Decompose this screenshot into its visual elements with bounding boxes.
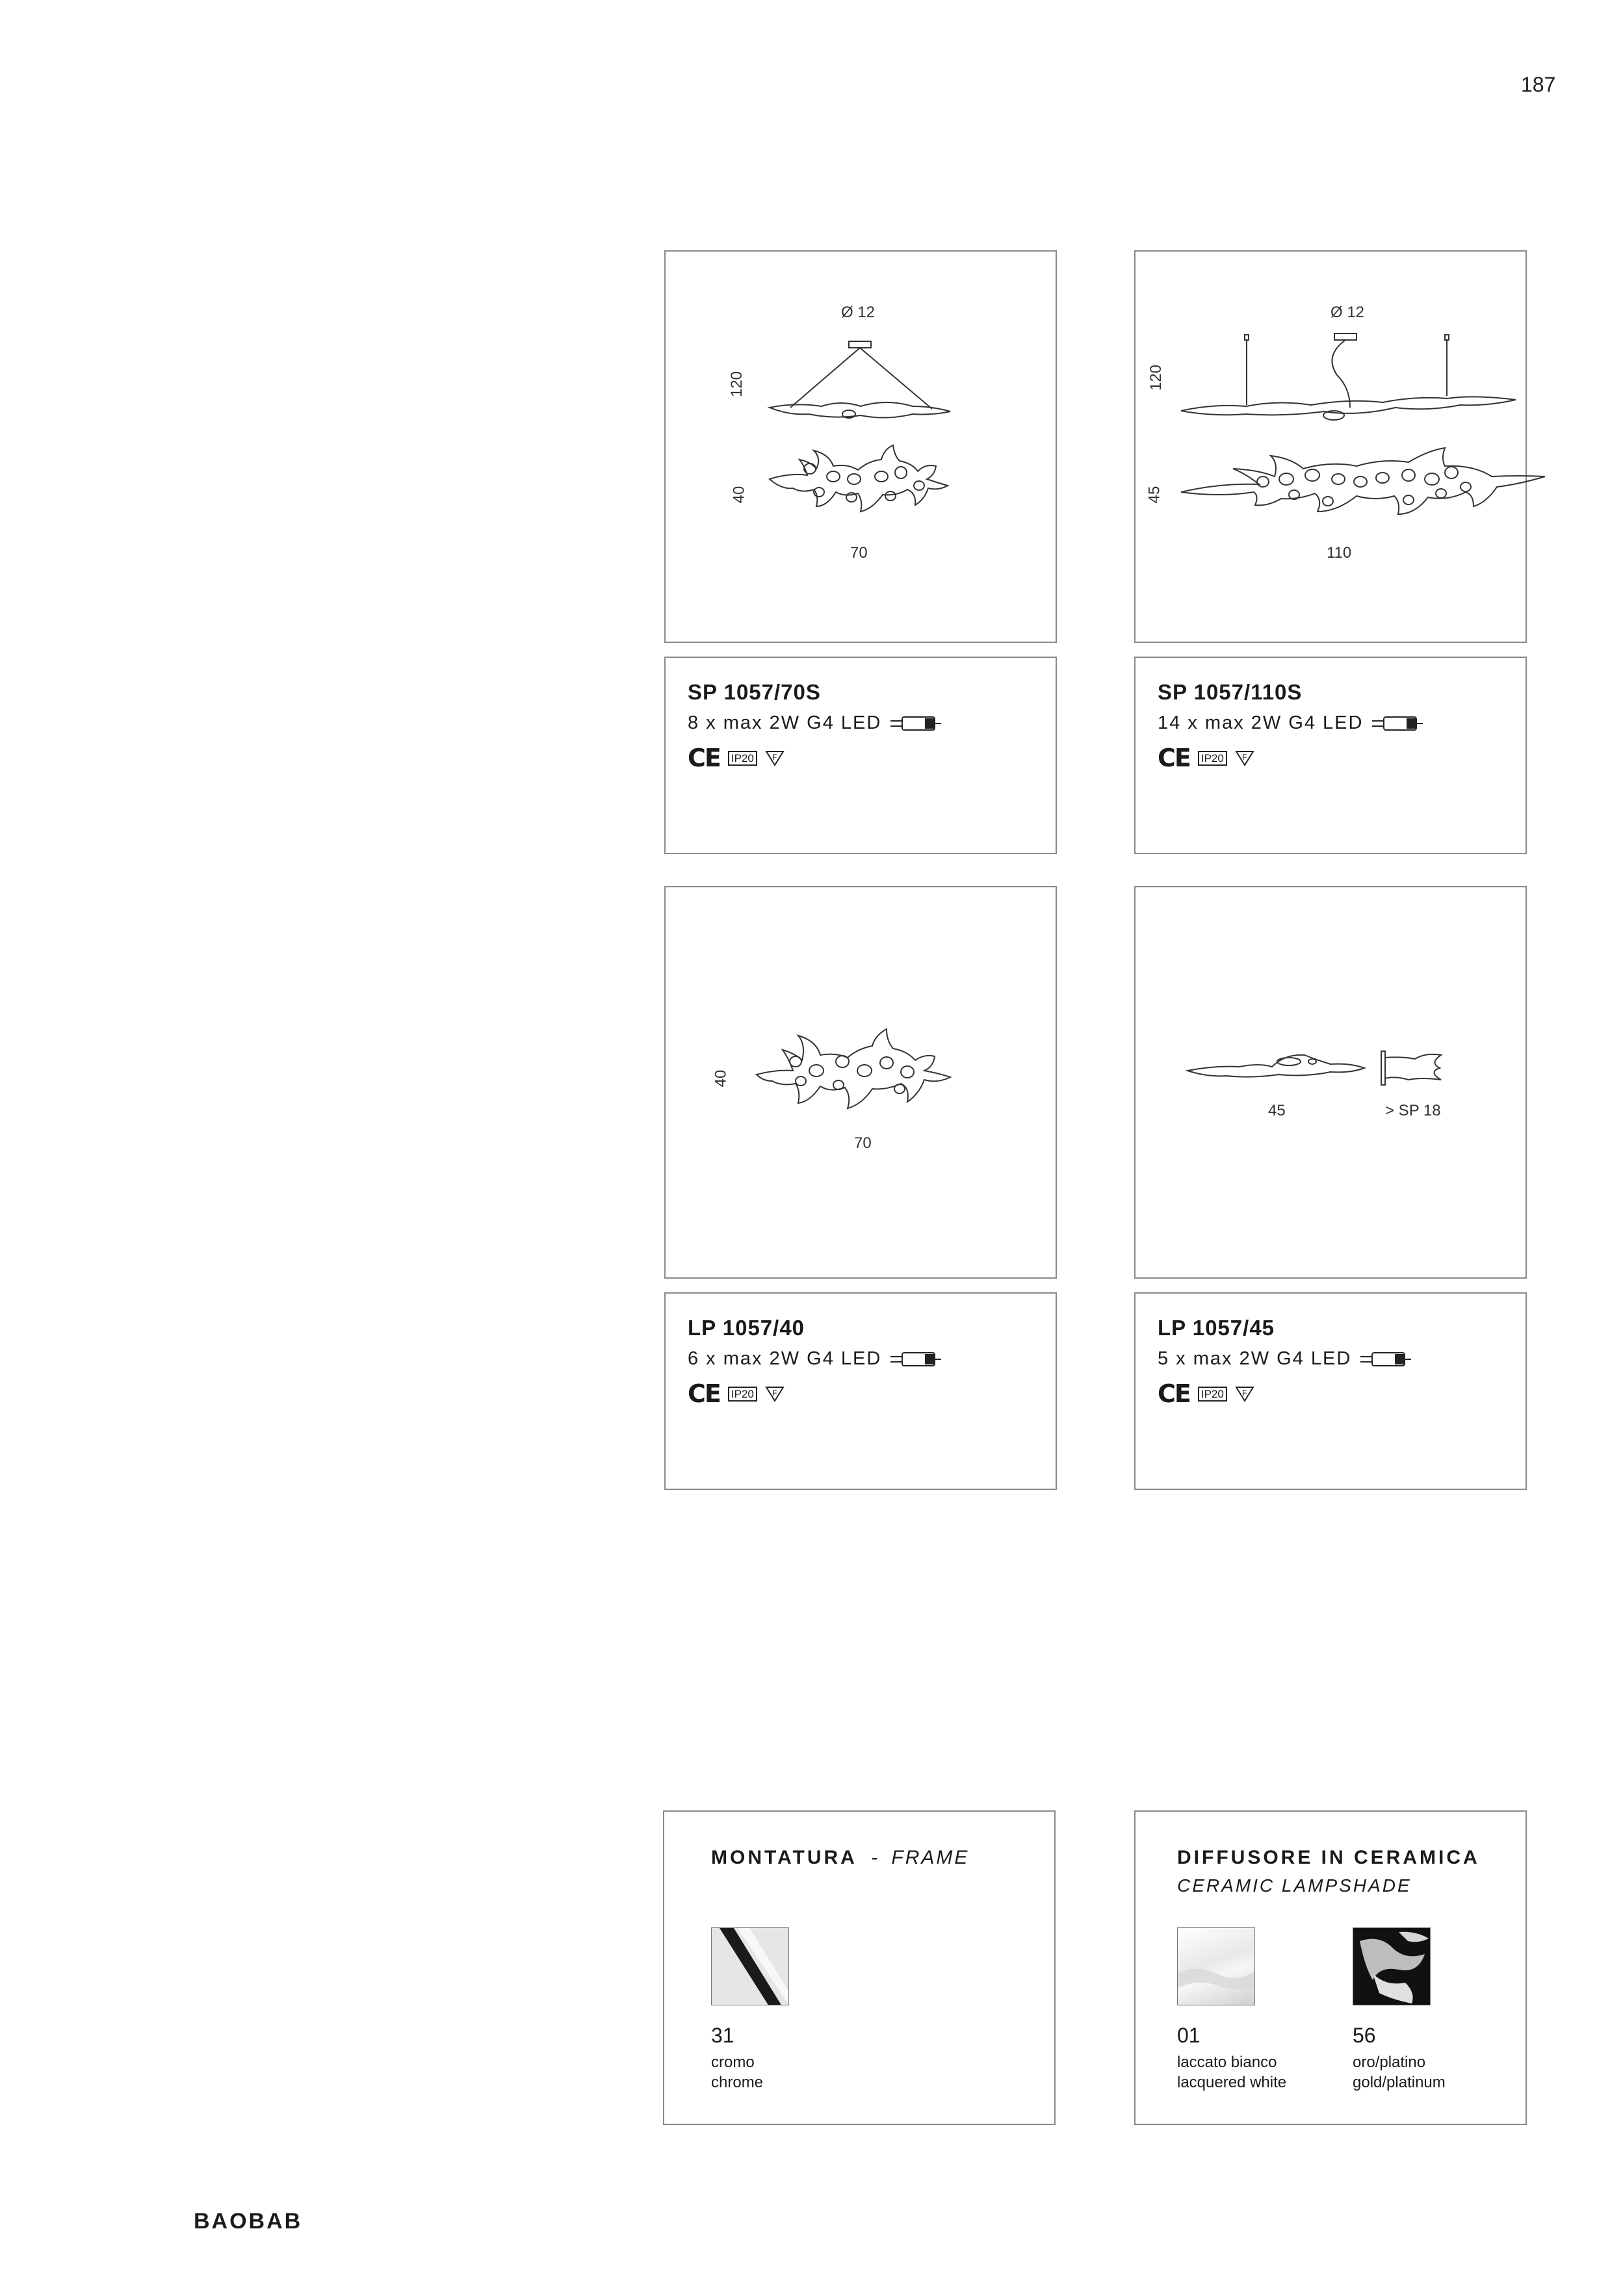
reference-label: > SP 18 [1385, 1102, 1441, 1119]
finish-name-en: lacquered white [1177, 2074, 1287, 2091]
ip20-badge: IP20 [1198, 1387, 1227, 1402]
diameter-label: Ø 12 [1331, 304, 1365, 321]
width-label: 70 [850, 544, 868, 562]
lamp-spec-text: 14 x max 2W G4 LED [1158, 712, 1364, 733]
depth-label: 40 [712, 1069, 730, 1088]
ip20-badge: IP20 [728, 1387, 757, 1402]
lamp-spec [688, 1348, 942, 1370]
height-label: 120 [1147, 364, 1165, 391]
chrome-rod-image [712, 1928, 789, 2005]
certification-marks [688, 744, 785, 772]
finish-swatch-gold-platinum[interactable] [1353, 1927, 1431, 2005]
pendant-70-line-drawing [666, 252, 1058, 644]
page-number: 187 [1521, 73, 1556, 96]
lampshade-finishes-panel [1134, 1810, 1527, 2125]
certification-marks [1158, 1379, 1254, 1408]
certification-marks [688, 1379, 785, 1408]
finish-name [1353, 2052, 1446, 2093]
product-spec-lp-1057-40 [664, 1292, 1057, 1490]
product-spec-lp-1057-45 [1134, 1292, 1527, 1490]
wall-ceiling-40-line-drawing [666, 887, 1058, 1280]
product-drawing-lp-1057-45 [1134, 886, 1527, 1279]
height-label: 120 [728, 371, 746, 398]
f-triangle-icon [1235, 1385, 1254, 1402]
finish-name-en: gold/platinum [1353, 2074, 1446, 2091]
f-triangle-icon [1235, 750, 1254, 766]
ce-mark-icon: CE [1158, 744, 1190, 772]
ip20-badge: IP20 [1198, 751, 1227, 766]
finish-code: 31 [711, 2024, 734, 2047]
frame-finishes-panel [663, 1810, 1056, 2125]
f-triangle-icon [765, 750, 785, 766]
white-ceramic-image [1178, 1928, 1255, 2005]
f-triangle-letter: F [1241, 753, 1247, 762]
lamp-spec-text: 5 x max 2W G4 LED [1158, 1348, 1352, 1369]
product-code: SP 1057/110S [1158, 680, 1303, 704]
product-drawing-sp-1057-110s [1134, 250, 1527, 643]
finish-name-it: cromo [711, 2054, 755, 2071]
lampshade-title: DIFFUSORE IN CERAMICA [1177, 1847, 1480, 1868]
depth-label: 40 [730, 486, 748, 504]
diameter-label: Ø 12 [841, 304, 876, 321]
product-drawing-lp-1057-40 [664, 886, 1057, 1279]
finish-swatch-chrome[interactable] [711, 1927, 789, 2005]
product-spec-sp-1057-70s [664, 657, 1057, 854]
finish-code: 01 [1177, 2024, 1201, 2047]
product-spec-sp-1057-110s [1134, 657, 1527, 854]
finish-name [1177, 2052, 1286, 2093]
lamp-spec [1158, 1348, 1412, 1370]
f-triangle-letter: F [772, 753, 777, 762]
g4-bulb-icon [890, 1351, 942, 1368]
finish-name-it: laccato bianco [1177, 2054, 1277, 2071]
product-drawing-sp-1057-70s [664, 250, 1057, 643]
finish-name-en: chrome [711, 2074, 764, 2091]
f-triangle-letter: F [772, 1389, 777, 1398]
lamp-spec-text: 6 x max 2W G4 LED [688, 1348, 882, 1369]
frame-title-en: FRAME [891, 1847, 970, 1868]
width-label: 110 [1327, 544, 1352, 562]
certification-marks [1158, 744, 1254, 772]
gold-platinum-ceramic-image [1353, 1928, 1431, 2005]
f-triangle-letter: F [1241, 1389, 1247, 1398]
collection-name: BAOBAB [194, 2209, 303, 2234]
lampshade-title-en: CERAMIC LAMPSHADE [1177, 1875, 1412, 1896]
f-triangle-icon [765, 1385, 785, 1402]
product-code: SP 1057/70S [688, 680, 821, 704]
ce-mark-icon: CE [688, 744, 720, 772]
g4-bulb-icon [1372, 715, 1424, 732]
g4-bulb-icon [890, 715, 942, 732]
wall-ceiling-45-line-drawing [1136, 887, 1528, 1280]
ce-mark-icon: CE [1158, 1379, 1190, 1408]
finish-code: 56 [1353, 2024, 1376, 2047]
finish-swatch-lacquered-white[interactable] [1177, 1927, 1255, 2005]
lamp-spec [688, 712, 942, 734]
g4-bulb-icon [1360, 1351, 1412, 1368]
ip20-badge: IP20 [728, 751, 757, 766]
product-code: LP 1057/45 [1158, 1316, 1275, 1340]
depth-label: 45 [1145, 486, 1163, 504]
product-code: LP 1057/40 [688, 1316, 805, 1340]
ce-mark-icon: CE [688, 1379, 720, 1408]
frame-title-it: MONTATURA [711, 1847, 857, 1868]
finish-name-it: oro/platino [1353, 2054, 1426, 2071]
frame-title-separator: - [871, 1847, 880, 1868]
pendant-110-line-drawing [1136, 252, 1528, 644]
width-label: 70 [854, 1134, 872, 1152]
lamp-spec-text: 8 x max 2W G4 LED [688, 712, 882, 733]
depth-label: 45 [1268, 1102, 1286, 1119]
frame-title [711, 1847, 969, 1869]
finish-name [711, 2052, 763, 2093]
lamp-spec [1158, 712, 1424, 734]
